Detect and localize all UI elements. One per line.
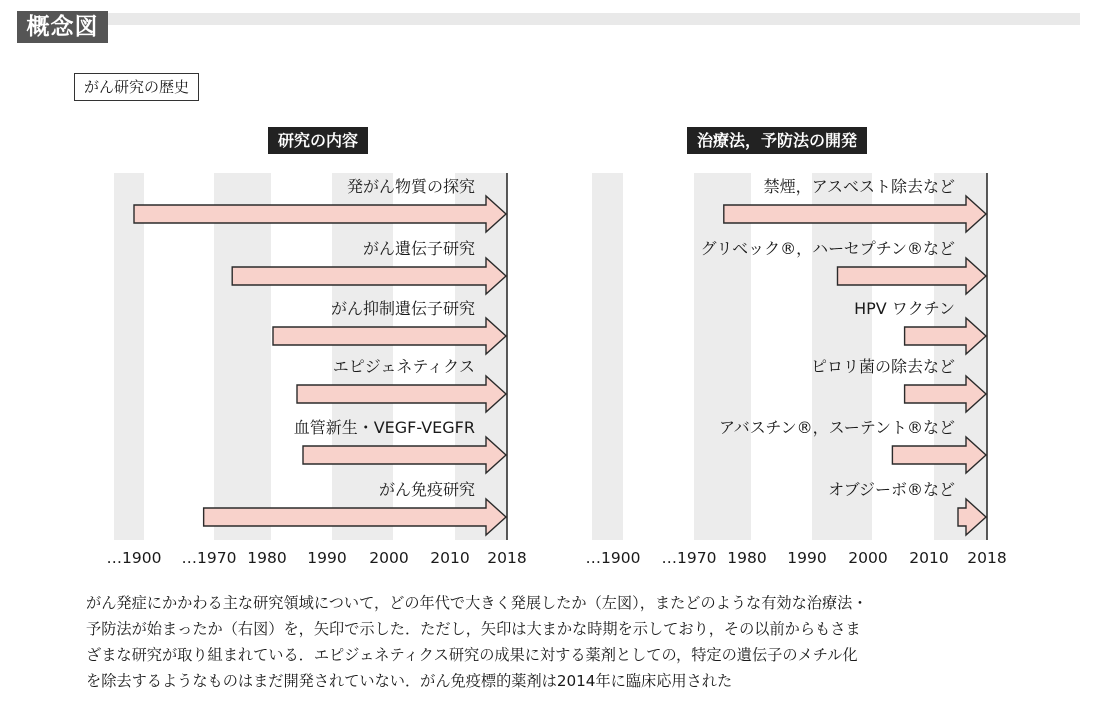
axis-tick-label: 2000 [848, 549, 888, 567]
arrow-label: 発がん物質の探究 [346, 177, 475, 196]
caption-line: 予防法が始まったか（右図）を，矢印で示した．ただし，矢印は大まかな時期を示しており，その以前からもさま [86, 620, 861, 638]
caption-line: を除去するようなものはまだ開発されていない．がん免疫標的薬剤は2014年に臨床応用された [86, 672, 733, 690]
arrow-label: がん免疫研究 [378, 480, 475, 499]
panel-title-research: 研究の内容 [268, 127, 368, 154]
arrow-label: がん抑制遺伝子研究 [330, 299, 475, 318]
era-band [114, 173, 144, 540]
arrow-label: 禁煙，アスベスト除去など [763, 177, 955, 196]
figure-caption [86, 590, 1036, 694]
axis-tick-label: …1970 [181, 549, 237, 567]
arrow-label: 血管新生・VEGF-VEGFR [293, 418, 475, 437]
axis-tick-label: 1980 [727, 549, 767, 567]
arrow-label: ピロリ菌の除去など [810, 357, 955, 376]
axis-tick-label: 2018 [487, 549, 527, 567]
axis-tick-label: 1990 [787, 549, 827, 567]
diagram-subtitle: がん研究の歴史 [74, 73, 199, 101]
axis-tick-label: 2010 [430, 549, 470, 567]
arrow-label: オブジーボ®など [828, 480, 955, 499]
axis-tick-label: 1980 [247, 549, 287, 567]
timeline-arrow [134, 196, 506, 232]
axis-tick-label: …1970 [661, 549, 717, 567]
era-band [214, 173, 271, 540]
axis-tick-label: 2010 [909, 549, 949, 567]
axis-tick-label: …1900 [106, 549, 162, 567]
panel-title-treatment: 治療法，予防法の開発 [687, 127, 867, 154]
arrow-label: HPV ワクチン [854, 299, 955, 318]
axis-tick-label: …1900 [585, 549, 641, 567]
era-band [694, 173, 751, 540]
arrow-label: エピジェネティクス [332, 357, 475, 376]
figure-badge: 概念図 [17, 11, 108, 43]
arrow-label: がん遺伝子研究 [362, 239, 475, 258]
arrow-label: グリベック®，ハーセプチン®など [700, 239, 955, 258]
caption-line: がん発症にかかわる主な研究領域について，どの年代で大きく発展したか（左図），またどのような有効な治療法・ [86, 594, 868, 612]
arrow-label: アバスチン®，スーテント®など [718, 418, 955, 437]
caption-line: ざまな研究が取り組まれている．エピジェネティクス研究の成果に対する薬剤としての，特定の遺伝子のメチル化 [86, 646, 858, 664]
axis-tick-label: 1990 [307, 549, 347, 567]
axis-tick-label: 2000 [369, 549, 409, 567]
axis-tick-label: 2018 [967, 549, 1007, 567]
era-band [592, 173, 623, 540]
